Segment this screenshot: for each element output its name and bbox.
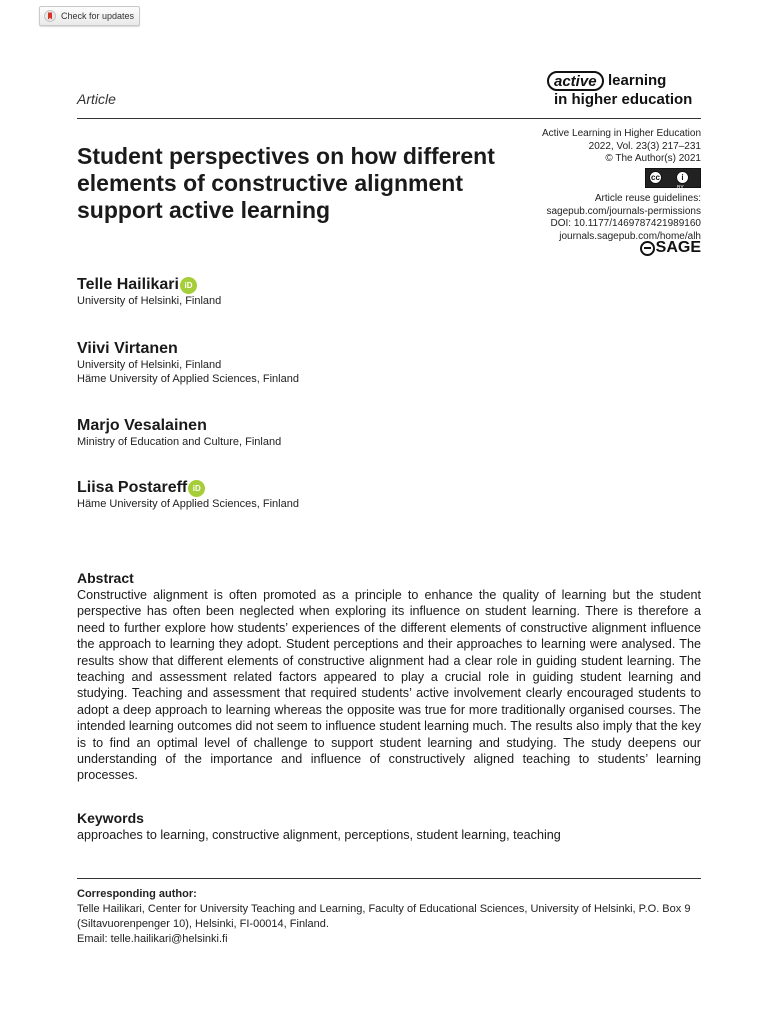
reuse-link[interactable]: sagepub.com/journals-permissions [546, 205, 701, 217]
check-for-updates-label: Check for updates [61, 11, 135, 21]
author-name: Marjo Vesalainen [77, 417, 207, 434]
journal-name: Active Learning in Higher Education [542, 128, 701, 139]
author-name: Liisa Postareff [77, 479, 188, 496]
copyright: © The Author(s) 2021 [605, 153, 701, 164]
doi[interactable]: DOI: 10.1177/1469787421989160 [550, 218, 701, 229]
journal-link[interactable]: journals.sagepub.com/home/alh [559, 230, 701, 242]
abstract-heading: Abstract [77, 570, 134, 586]
keywords-section [77, 810, 701, 843]
author-block [77, 340, 299, 386]
journal-logo-pill: active [547, 71, 604, 91]
author-name: Telle Hailikari [77, 276, 179, 293]
orcid-icon[interactable]: iD [180, 277, 197, 294]
cc-by-license-icon[interactable] [645, 168, 701, 191]
corresponding-heading: Corresponding author: [77, 888, 197, 900]
author-affiliation: University of Helsinki, Finland [77, 359, 222, 371]
author-affiliation: Ministry of Education and Culture, Finland [77, 436, 282, 448]
crossmark-icon [44, 10, 56, 22]
author-block [77, 479, 299, 511]
author-name: Viivi Virtanen [77, 340, 178, 357]
corresponding-author [77, 887, 701, 947]
article-title: Student perspectives on how different elements of constructive alignment support active learning [77, 143, 495, 223]
check-for-updates-button[interactable] [39, 6, 140, 26]
journal-logo-line1: learning [608, 72, 667, 89]
author-block [77, 276, 221, 308]
journal-logo-line2: in higher education [554, 91, 693, 108]
header-divider [77, 118, 701, 119]
journal-logo [547, 71, 702, 109]
author-block [77, 417, 281, 449]
footer-divider [77, 878, 701, 879]
author-affiliation: Häme University of Applied Sciences, Finland [77, 498, 299, 510]
publisher-name: SAGE [655, 239, 701, 256]
corresponding-email[interactable]: Email: telle.hailikari@helsinki.fi [77, 933, 228, 945]
sage-logo-icon [640, 241, 655, 256]
author-affiliation: University of Helsinki, Finland [77, 295, 222, 307]
journal-info [542, 128, 701, 243]
cc-icon: cc [649, 171, 662, 184]
article-type: Article [77, 91, 116, 107]
abstract-text: Constructive alignment is often promoted as a principle to enhance the quality of learning but the student perspective has often been neglected when exploring its influence on student learning. There is therefore a need to further explore how students’ experiences of the different elements of constructive alignment influence the approach to learning they adopt. Student perceptions and their approaches to learning were analysed. The results show that different elements of constructive alignment had a clear role in guiding student learning. The teaching and assessment related factors appeared to play a crucial role in guiding student learning and studying. Teaching and assessment that required students’ active involvement clearly encouraged students to adopt a deep approach to learning whereas the opposite was true for more traditionally organised courses. The intended learning outcomes did not seem to influence student learning much. The results also imply that the key is to find an optimal level of challenge to support student learning and studying. The study deepens our understanding of the importance and influence of constructively aligned teaching to students’ learning processes. [77, 588, 701, 783]
keywords-text: approaches to learning, constructive alignment, perceptions, student learning, teaching [77, 828, 561, 842]
corresponding-address: Telle Hailikari, Center for University Teaching and Learning, Faculty of Educational Sciences, University of Helsinki, P.O. Box 9 (Siltavuorenpenger 10), Helsinki, FI-00014, Finland. [77, 903, 691, 930]
author-affiliation: Häme University of Applied Sciences, Finland [77, 373, 299, 385]
by-label: BY [677, 184, 684, 191]
abstract-section [77, 570, 701, 784]
by-icon: i [676, 171, 689, 184]
reuse-label: Article reuse guidelines: [594, 193, 701, 204]
sage-logo [640, 239, 701, 257]
journal-volume: 2022, Vol. 23(3) 217–231 [588, 140, 701, 152]
orcid-icon[interactable]: iD [188, 480, 205, 497]
keywords-heading: Keywords [77, 810, 144, 826]
